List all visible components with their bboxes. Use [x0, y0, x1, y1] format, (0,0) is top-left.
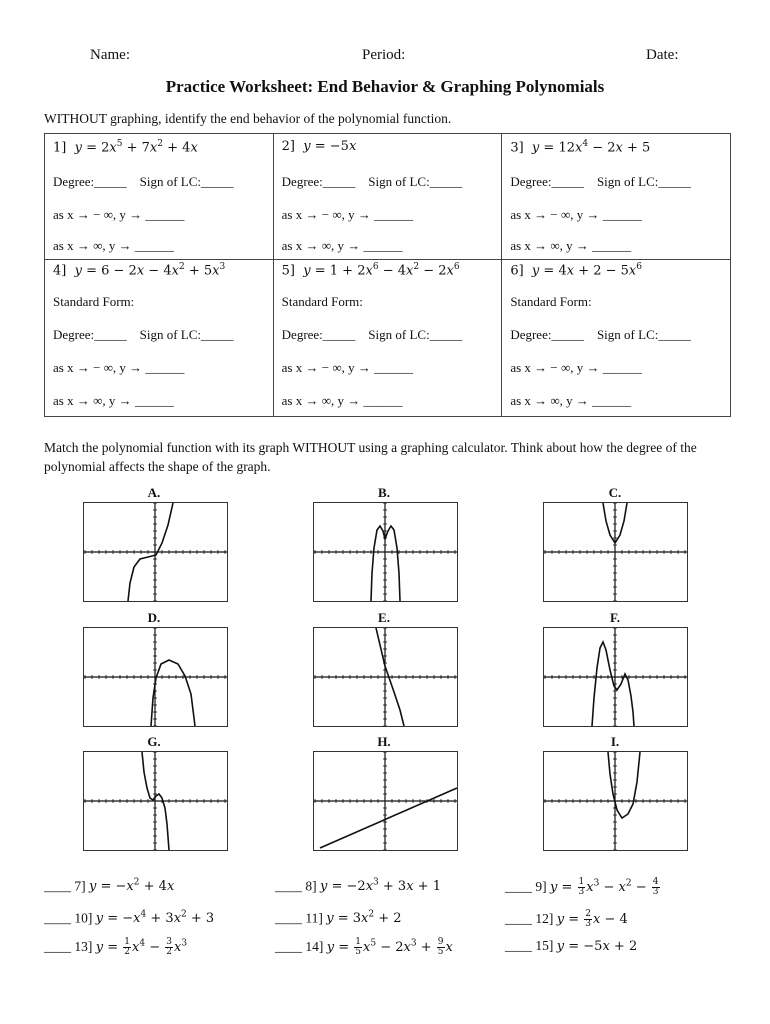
problem-6-degree: Degree:_____ Sign of LC:_____ — [510, 327, 691, 342]
problem-6-pos-inf: as x → ∞, y → ______ — [510, 393, 632, 408]
match-item-10: ____ 10] $y = -x^4 + 3x^2 + 3$ — [44, 910, 215, 927]
problem-4-standard-form: Standard Form: — [53, 294, 135, 309]
graph-f — [543, 627, 688, 727]
match-item-9: ____ 9] y = $\frac{1}{3}$ $x^3 - x^2$ − $\frac{4}{3}$ — [505, 877, 659, 897]
answer-blank-7[interactable]: ____ — [44, 878, 71, 894]
graph-label-f: F. — [610, 610, 620, 625]
graph-i — [543, 751, 688, 851]
instruction-end-behavior: WITHOUT graphing, identify the end behavior of the polynomial function. — [44, 111, 452, 126]
answer-blank-15[interactable]: ____ — [505, 938, 532, 953]
graph-label-a: A. — [147, 485, 161, 500]
graph-c — [543, 502, 688, 602]
graph-f-plot — [544, 628, 687, 726]
graph-h-curve — [320, 788, 457, 848]
problem-3-pos-inf: as x → ∞, y → ______ — [510, 238, 632, 253]
graph-d-curve — [151, 660, 195, 726]
problem-3-degree: Degree:_____ Sign of LC:_____ — [510, 174, 691, 189]
graph-c-plot — [544, 503, 687, 601]
match-item-13: ____ 13] y = $\frac{1}{2}$ $x^4$ − $\frac{3}{2}$ $x^3$ — [44, 937, 188, 957]
problem-cell-6 — [502, 260, 730, 416]
problem-3-neg-inf: as x → − ∞, y → ______ — [510, 207, 642, 222]
problem-4-degree: Degree:_____ Sign of LC:_____ — [53, 327, 234, 342]
graph-a — [83, 502, 228, 602]
axes — [84, 628, 227, 726]
problem-5-neg-inf: as x → − ∞, y → ______ — [281, 360, 414, 375]
graph-label-g: G. — [147, 734, 161, 749]
axes — [84, 503, 227, 601]
problem-6-equation: 6] $y = 4x + 2 - 5x^6$ — [510, 262, 642, 279]
graph-label-e: E. — [378, 610, 390, 625]
graph-g-plot — [84, 752, 227, 850]
problem-1-degree: Degree:_____ Sign of LC:_____ — [53, 174, 234, 189]
graph-label-i: I. — [610, 734, 620, 749]
date-label: Date: — [646, 47, 679, 63]
problem-1-equation: 1] $y = 2x^5 + 7x^2 + 4x$ — [53, 139, 198, 156]
match-item-11: ____ 11] $y = 3x^2 + 2$ — [275, 910, 402, 927]
axes — [314, 752, 457, 850]
graph-b — [313, 502, 458, 602]
problem-cell-1 — [45, 134, 273, 259]
worksheet-title: Practice Worksheet: End Behavior & Graphing Polynomials — [165, 77, 605, 96]
problem-2-degree: Degree:_____ Sign of LC:_____ — [281, 174, 463, 189]
graph-a-plot — [84, 503, 227, 601]
problem-4-pos-inf: as x → ∞, y → ______ — [53, 393, 174, 408]
graph-h-plot — [314, 752, 457, 850]
answer-blank-13[interactable]: ____ — [44, 939, 71, 954]
graph-label-c: C. — [608, 485, 622, 500]
axes — [544, 503, 687, 601]
graph-e — [313, 627, 458, 727]
match-item-8: ____ 8] $y = -2x^3 + 3x + 1$ — [275, 878, 441, 895]
match-item-15: ____ 15] y = −5x + 2 — [505, 938, 638, 954]
instruction-matching: Match the polynomial function with its graph WITHOUT using a graphing calculator. Think about how the degree of the polynomial affects the shape of the graph. — [44, 440, 697, 474]
axes — [314, 628, 457, 726]
problem-2-neg-inf: as x → − ∞, y → ______ — [281, 207, 414, 222]
problem-5-standard-form: Standard Form: — [281, 294, 363, 309]
problem-1-neg-inf: as x → − ∞, y → ______ — [53, 207, 185, 222]
graph-label-b: B. — [378, 485, 390, 500]
problem-1-pos-inf: as x → ∞, y → ______ — [53, 238, 174, 253]
graph-label-h: H. — [377, 734, 391, 749]
axes — [84, 752, 227, 850]
problem-5-pos-inf: as x → ∞, y → ______ — [281, 393, 403, 408]
answer-blank-12[interactable]: ____ — [505, 911, 532, 926]
answer-blank-10[interactable]: ____ — [44, 910, 71, 926]
graph-e-plot — [314, 628, 457, 726]
problem-4-neg-inf: as x → − ∞, y → ______ — [53, 360, 185, 375]
problem-3-equation: 3] $y = 12x^4 - 2x + 5$ — [510, 139, 651, 156]
axes — [314, 503, 457, 601]
graph-label-d: D. — [147, 610, 161, 625]
problem-cell-4 — [45, 260, 273, 416]
graph-i-curve — [608, 752, 640, 818]
graph-d-plot — [84, 628, 227, 726]
graph-h — [313, 751, 458, 851]
match-item-14: ____ 14] y = $\frac{1}{5}$ $x^5 - 2x^3$ + $\frac{9}{5}$ x — [275, 937, 453, 957]
answer-blank-8[interactable]: ____ — [275, 878, 302, 894]
answer-blank-9[interactable]: ____ — [505, 879, 532, 894]
problem-4-equation: 4] $y = 6 - 2x - 4x^2 + 5x^3$ — [53, 262, 226, 279]
match-item-7: ____ 7] $y = -x^2 + 4x$ — [44, 878, 175, 895]
graph-f-curve — [592, 642, 634, 726]
name-label: Name: — [90, 47, 130, 63]
problem-cell-2 — [274, 134, 502, 259]
answer-blank-14[interactable]: ____ — [275, 939, 302, 954]
match-item-12: ____ 12] y = $\frac{2}{3}$ x − 4 — [505, 909, 628, 929]
problem-6-neg-inf: as x → − ∞, y → ______ — [510, 360, 642, 375]
answer-blank-11[interactable]: ____ — [275, 910, 302, 926]
graph-d — [83, 627, 228, 727]
problem-cell-3 — [502, 134, 730, 259]
problem-5-equation: 5] $y = 1 + 2x^6 - 4x^2 - 2x^6$ — [281, 262, 460, 279]
graph-i-plot — [544, 752, 687, 850]
problem-2-pos-inf: as x → ∞, y → ______ — [281, 238, 403, 253]
graph-b-plot — [314, 503, 457, 601]
problem-cell-5 — [274, 260, 502, 416]
axes — [544, 628, 687, 726]
period-label: Period: — [362, 47, 406, 63]
problem-5-degree: Degree:_____ Sign of LC:_____ — [281, 327, 463, 342]
end-behavior-table — [44, 133, 731, 417]
problem-2-equation: 2] y = −5x — [281, 139, 357, 154]
problem-6-standard-form: Standard Form: — [510, 294, 592, 309]
graph-g — [83, 751, 228, 851]
